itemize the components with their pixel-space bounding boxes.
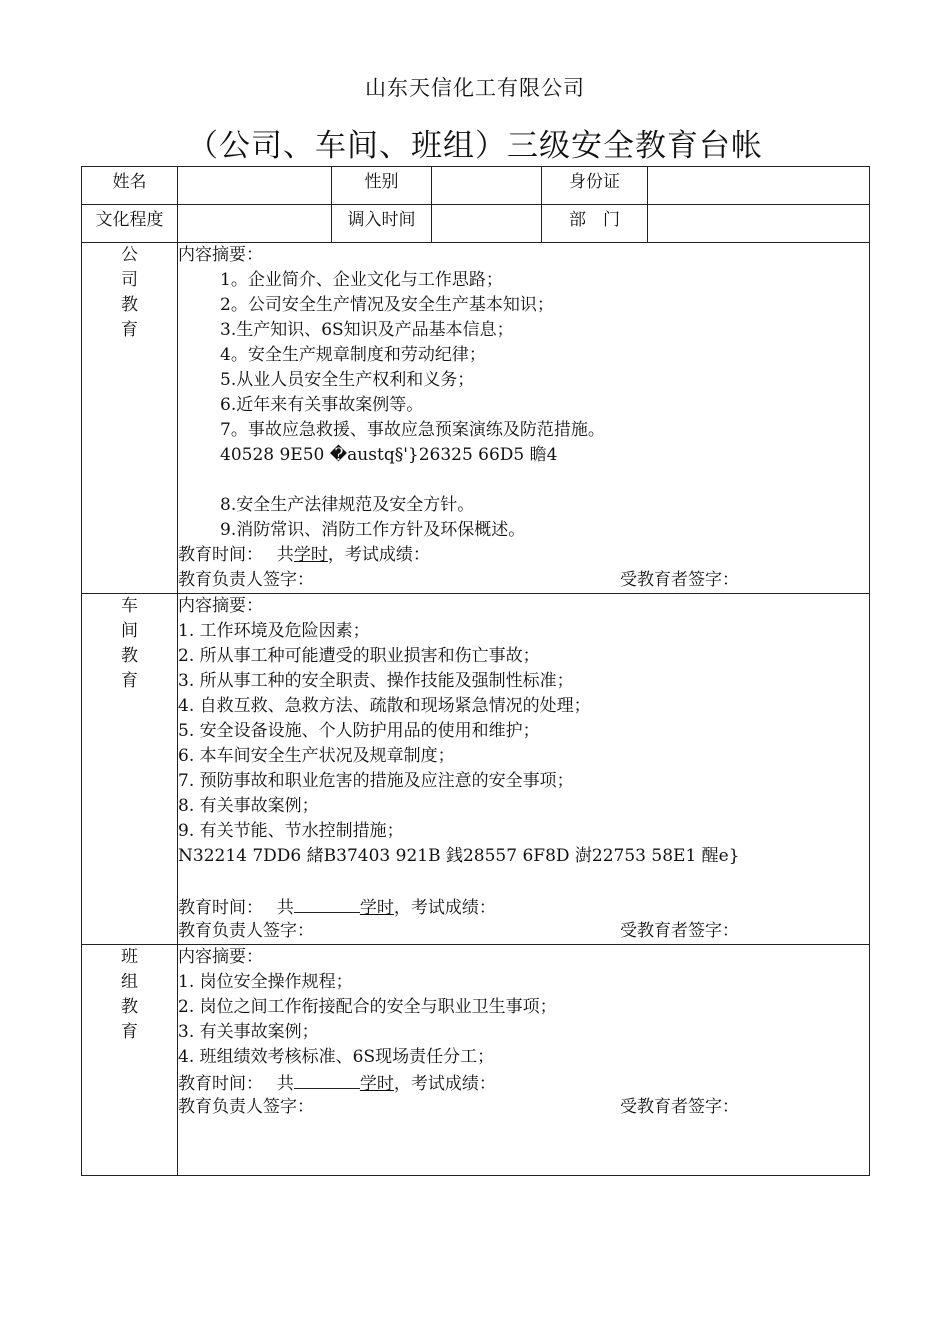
workshop-education-content: [178, 594, 870, 945]
summary-label: 内容摘要：: [178, 947, 263, 967]
info-row-2: [82, 205, 870, 243]
list-item: 7. 预防事故和职业危害的措施及应注意的安全事项；: [178, 771, 574, 791]
education-ledger-table: [81, 166, 870, 1176]
trainee-signature-label: 受教育者签字：: [620, 1097, 739, 1117]
list-item: 1。企业简介、企业文化与工作思路；: [220, 270, 503, 290]
education-time-line: 教育时间： 共 学时，考试成绩：: [178, 1070, 869, 1095]
transfer-time-field[interactable]: [432, 205, 542, 243]
list-item: 6.近年来有关事故案例等。: [220, 395, 424, 415]
education-time-line: 教育时间： 共 学时，考试成绩：: [178, 894, 869, 919]
team-education-row: [82, 945, 870, 1176]
company-education-content: [178, 243, 870, 594]
trainee-signature-label: 受教育者签字：: [620, 921, 739, 941]
list-item: 2。公司安全生产情况及安全生产基本知识；: [220, 295, 554, 315]
list-item: 4. 班组绩效考核标准、6S现场责任分工；: [178, 1047, 495, 1067]
signature-row: [178, 919, 869, 944]
name-label: 姓名: [82, 167, 178, 205]
team-education-label: 班 组 教 育: [82, 945, 178, 1176]
list-item: 8.安全生产法律规范及安全方针。: [220, 495, 475, 515]
education-label: 文化程度: [82, 205, 178, 243]
company-name: 山东天信化工有限公司: [365, 76, 585, 100]
list-item: 1. 工作环境及危险因素；: [178, 621, 370, 641]
list-item: 9. 有关节能、节水控制措施；: [178, 821, 404, 841]
gender-field[interactable]: [432, 167, 542, 205]
info-row-1: [82, 167, 870, 205]
list-item: 7。事故应急救援、事故应急预案演练及防范措施。: [220, 420, 605, 440]
id-field[interactable]: [648, 167, 870, 205]
list-item: 4。安全生产规章制度和劳动纪律；: [220, 345, 486, 365]
list-item: 9.消防常识、消防工作方针及环保概述。: [220, 520, 526, 540]
supervisor-signature-label: 教育负责人签字：: [178, 570, 314, 590]
list-item: 8. 有关事故案例；: [178, 796, 319, 816]
company-education-row: [82, 243, 870, 594]
team-education-content: [178, 945, 870, 1176]
education-time-line: 教育时间： 共学时，考试成绩：: [178, 545, 430, 565]
hours-field[interactable]: 学时: [293, 545, 328, 565]
signature-row: [178, 1095, 869, 1120]
list-item: 3. 有关事故案例；: [178, 1022, 319, 1042]
list-item: 3. 所从事工种的安全职责、操作技能及强制性标准；: [178, 671, 574, 691]
list-item: 1. 岗位安全操作规程；: [178, 972, 353, 992]
workshop-education-row: [82, 594, 870, 945]
education-field[interactable]: [178, 205, 332, 243]
summary-label: 内容摘要：: [178, 596, 263, 616]
transfer-time-label: 调入时间: [332, 205, 432, 243]
department-label: 部 门: [542, 205, 648, 243]
list-item: 3.生产知识、6S知识及产品基本信息；: [220, 320, 514, 340]
name-field[interactable]: [178, 167, 332, 205]
hours-field[interactable]: [294, 1070, 360, 1089]
list-item: 2. 所从事工种可能遭受的职业损害和伤亡事故；: [178, 646, 540, 666]
trainee-signature-label: 受教育者签字：: [620, 570, 739, 590]
company-education-label: 公 司 教 育: [82, 243, 178, 594]
gender-label: 性别: [332, 167, 432, 205]
list-item: 2. 岗位之间工作衔接配合的安全与职业卫生事项；: [178, 997, 557, 1017]
summary-label: 内容摘要：: [178, 245, 263, 265]
id-label: 身份证: [542, 167, 648, 205]
hours-field[interactable]: [294, 894, 360, 913]
signature-row: [178, 568, 869, 593]
garbled-text: 40528 9E50 �austq§'}26325 66D5 瞻4: [220, 445, 558, 465]
department-field[interactable]: [648, 205, 870, 243]
page-title: （公司、车间、班组）三级安全教育台帐: [187, 128, 763, 164]
list-item: 4. 自救互救、急救方法、疏散和现场紧急情况的处理；: [178, 696, 591, 716]
list-item: 5.从业人员安全生产权利和义务；: [220, 370, 475, 390]
list-item: 5. 安全设备设施、个人防护用品的使用和维护；: [178, 721, 540, 741]
supervisor-signature-label: 教育负责人签字：: [178, 1097, 314, 1117]
workshop-education-label: 车 间 教 育: [82, 594, 178, 945]
list-item: 6. 本车间安全生产状况及规章制度；: [178, 746, 455, 766]
supervisor-signature-label: 教育负责人签字：: [178, 921, 314, 941]
garbled-text: N32214 7DD6 緒B37403 921B 銭28557 6F8D 澍22753 58E1 醒e}: [178, 846, 740, 866]
